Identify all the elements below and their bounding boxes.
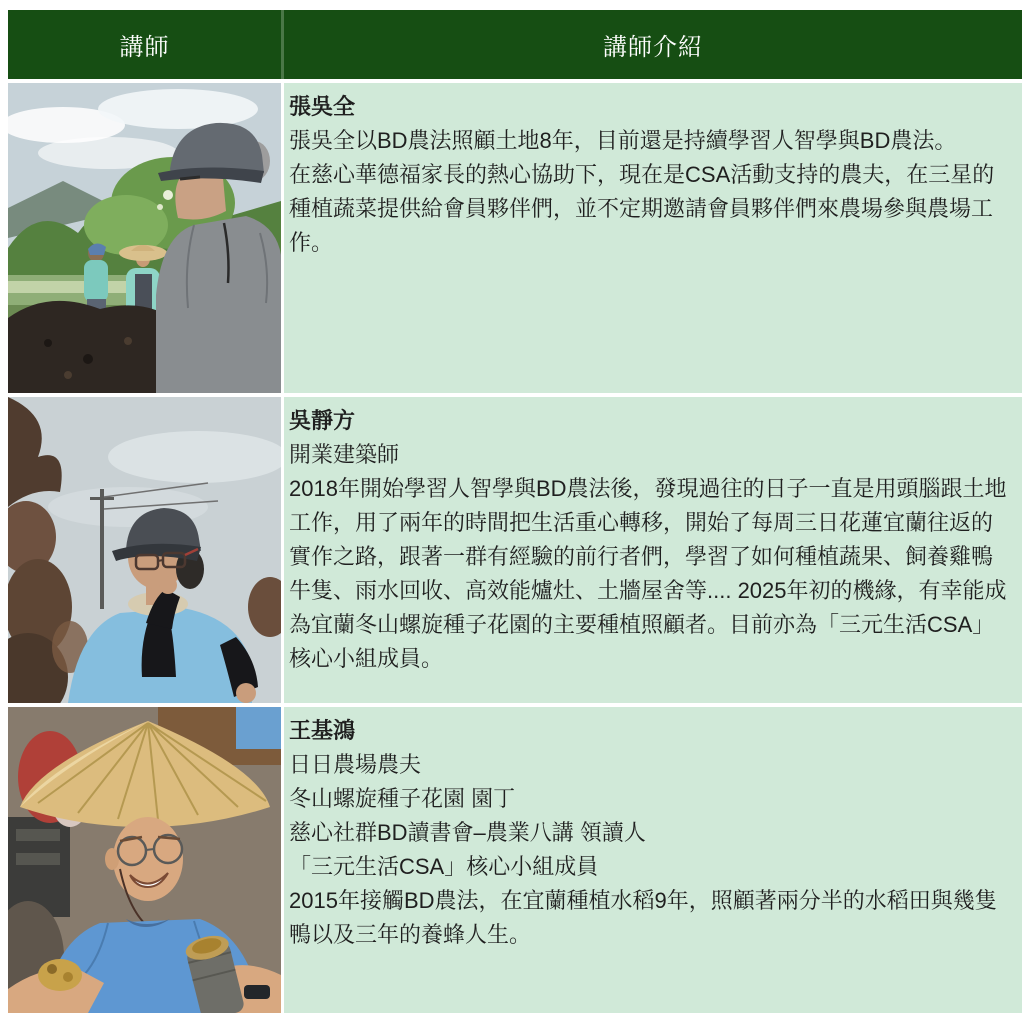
instructor-bio-line: 「三元生活CSA」核心小組成員 [289, 854, 599, 879]
instructor-name: 吳靜方 [289, 408, 356, 433]
table-row [8, 707, 1022, 1013]
instructor-bio-line: 在慈心華德福家長的熱心協助下，現在是CSA活動支持的農夫，在三星的種植蔬菜提供給會員夥伴們，並不定期邀請會員夥伴們來農場參與農場工作。 [289, 162, 995, 255]
instructor-intro-cell [284, 707, 1022, 1013]
instructor-photo-cell [8, 397, 281, 703]
instructor-intro-cell [284, 83, 1022, 393]
instructor-bio-line: 冬山螺旋種子花園 園丁 [289, 786, 516, 811]
instructor-bio-line: 日日農場農夫 [289, 752, 422, 777]
instructor-photo-farm-field [8, 83, 281, 393]
instructor-photo-cell [8, 707, 281, 1013]
instructor-name: 張吳全 [289, 94, 356, 119]
instructor-intro-cell [284, 397, 1022, 703]
table-row [8, 83, 1022, 393]
instructor-photo-woman-sky [8, 397, 281, 703]
table-header-row [8, 10, 1022, 79]
header-cell-instructor: 講師 [8, 10, 281, 79]
instructor-table [8, 10, 1022, 1017]
instructor-bio-line: 張吳全以BD農法照顧土地8年，目前還是持續學習人智學與BD農法。 [289, 128, 957, 153]
instructor-bio-line: 2015年接觸BD農法，在宜蘭種植水稻9年，照顧著兩分半的水稻田與幾隻鴨以及三年的養蜂人生。 [289, 888, 997, 947]
instructor-photo-cell [8, 83, 281, 393]
instructor-bio-line: 開業建築師 [289, 442, 400, 467]
table-row [8, 397, 1022, 703]
instructor-bio-line: 2018年開始學習人智學與BD農法後，發現過往的日子一直是用頭腦跟土地工作，用了兩年的時間把生活重心轉移，開始了每周三日花蓮宜蘭往返的實作之路，跟著一群有經驗的前行者們，學習了如何種植蔬果、飼養雞鴨牛隻、雨水回收、高效能爐灶、土牆屋舍等.... 2025年初的機緣，有幸能成為宜蘭冬山螺旋種子花園的主要種植照顧者。目前亦為「三元生活CSA」 核心小組成員。 [289, 476, 1007, 671]
instructor-photo-straw-hat [8, 707, 281, 1013]
instructor-bio-line: 慈心社群BD讀書會–農業八講 領讀人 [289, 820, 646, 845]
instructor-name: 王基鴻 [289, 718, 356, 743]
header-cell-instructor-intro: 講師介紹 [284, 10, 1022, 79]
